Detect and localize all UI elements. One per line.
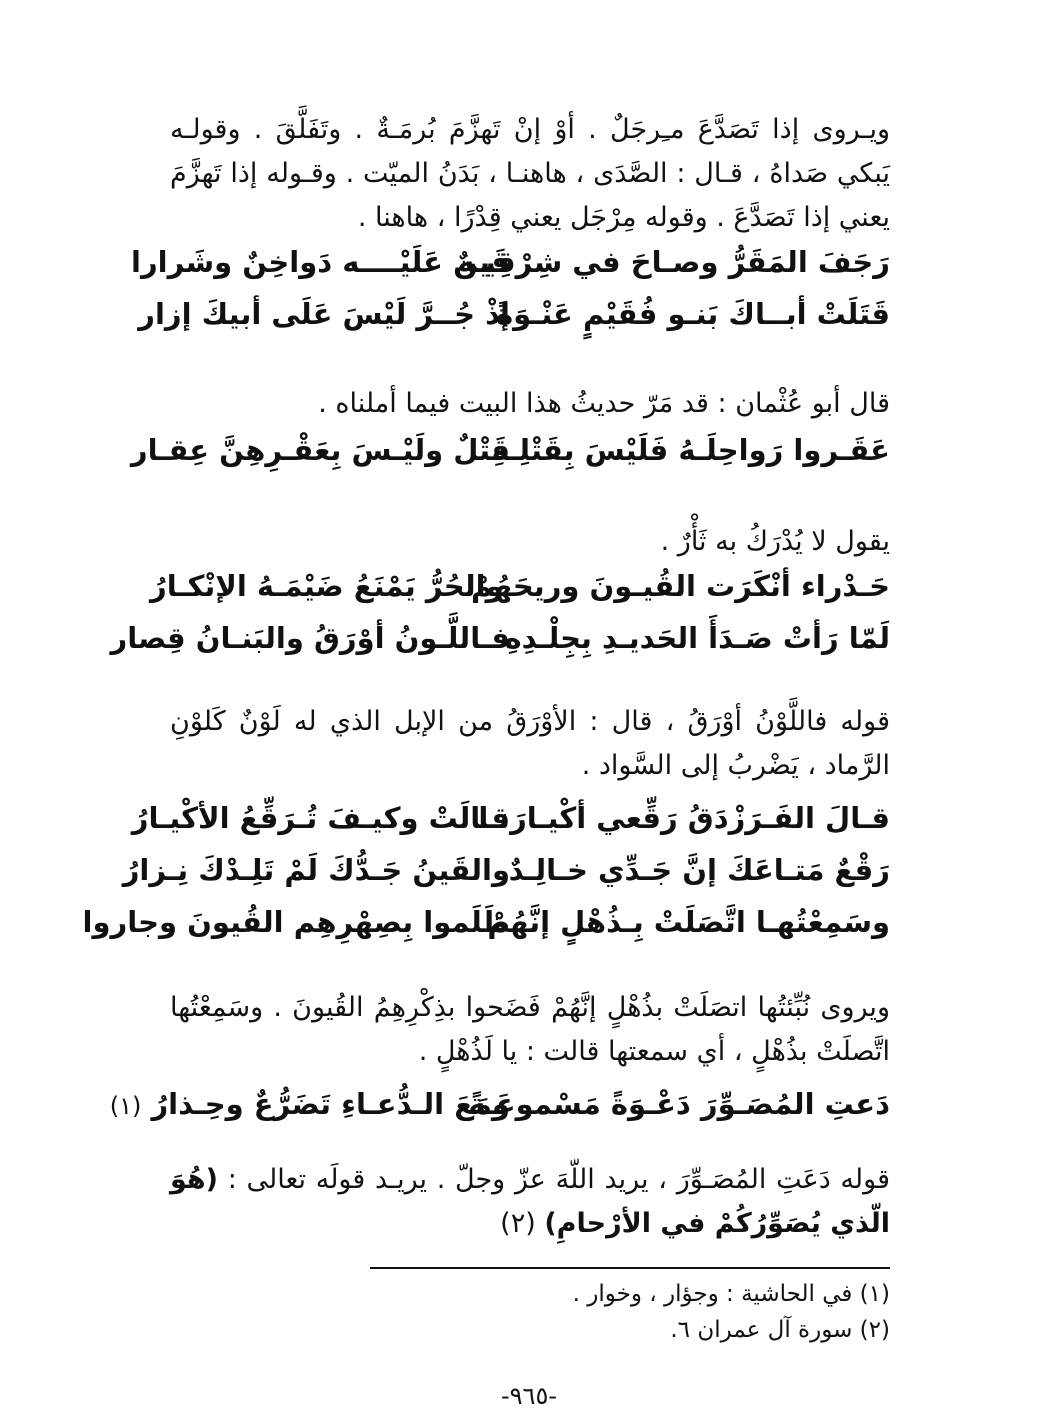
verse-line: [130, 424, 890, 476]
verse-group-1: [131, 236, 890, 340]
verse-second-hemistich: ظَلَموا بِصِهْرِهِم القُيونَ وجاروا: [82, 905, 510, 939]
verse-line: [110, 612, 890, 664]
verse-second-hemistich: قـالَتْ وكيـفَ تُـرَقِّعُ الأكْيـارُ: [131, 801, 510, 835]
commentary-paragraph-1: ويـروى إذا تَصَدَّعَ مـِرجَلٌ . أوْ إنْ تَهزَّمَ بُرمَـةٌ . وتَفَلَّقَ . وقولـه يَبكي صَداهُ ، قـال : الصَّدَى ، هاهنـا ، بَدَنُ الميّت . وقـوله إذا تَهزَّمَ يعني إذا تَصَدَّعَ . وقوله مِرْجَل يعني قِدْرًا ، هاهنا .: [170, 114, 890, 233]
verse-line: [131, 792, 890, 844]
verse-second-hemistich: إذْ جُــرَّ لَيْسَ عَلَى أبيكَ إزار: [138, 297, 510, 331]
commentary-paragraph-6: [170, 1158, 890, 1246]
page-number: -٩٦٥-: [500, 1382, 557, 1410]
footnote-mark: (٢): [500, 1208, 536, 1239]
footnote: (١) في الحاشية : وجؤار ، وخوار .: [572, 1281, 890, 1307]
footnotes: [170, 1276, 890, 1348]
verse-line: [138, 288, 890, 340]
verse-group-2: [130, 424, 890, 476]
verse-second-hemistich: قَينٌ عَلَيْــــه دَواخِنٌ وشَرارا: [131, 245, 510, 279]
commentary-paragraph-4: قوله فاللَّوْنُ أوْرَقُ ، قال : الأوْرَقُ من الإبل الذي له لَوْنٌ كَلوْنِ الرَّماد ، يَضْربُ إلى السَّواد .: [170, 706, 890, 781]
verse-first-hemistich: رَقْعٌ مَتـاعَكَ إنَّ جَـدِّي خـالِـدٌ: [508, 853, 890, 887]
commentary-paragraph-2: قال أبو عُثْمان : قد مَرّ حديثُ هذا البيت فيما أملناه .: [318, 388, 890, 419]
verse-first-hemistich: رَجَفَ المَقَرُّ وصـاحَ في شِرْقِيـه: [457, 245, 890, 279]
verse-group-3: [110, 560, 890, 664]
verse-first-hemistich: حَـدْراء أنْكَرَت القُيـونَ وريحَهُمْ: [471, 569, 890, 603]
verse-first-hemistich: وسَمِعْتُهـا اتَّصَلَتْ بِـذُهْلٍ إنَّهُمْ: [487, 905, 890, 939]
verse-second-hemistich: والحُرُّ يَمْنَعُ ضَيْمَـهُ الإنْكـارُ: [150, 569, 504, 603]
verse-line: [150, 560, 890, 612]
verse-line: [131, 236, 890, 288]
verse-line: [109, 1078, 890, 1130]
verse-second-hemistich: قَتْلٌ ولَيْـسَ بِعَقْـرِهِنَّ عِقـار: [130, 433, 510, 467]
footnote-mark: (١): [109, 1092, 142, 1120]
footnote-divider: [370, 1267, 890, 1269]
quran-quote: (هُوَ الّذي يُصَوِّرُكُمْ في الأرْحامِ): [170, 1164, 890, 1239]
verse-first-hemistich: عَقَـروا رَواحِلَـهُ فَلَيْسَ بِقَتْلِـهِ: [491, 433, 890, 467]
verse-first-hemistich: دَعتِ المُصَـوِّرَ دَعْـوَةً مَسْموعَـةً: [468, 1087, 890, 1121]
commentary-paragraph-5: ويروى نُبِّئتُها اتصَلَتْ بذُهْلٍ إنَّهُمْ فَضَحوا بذِكْرِهِمُ القُيونَ . وسَمِعْتُها اتَّصلَتْ بذُهْلٍ ، أي سمعتها قالت : يا لَذُهْلٍ .: [170, 992, 890, 1067]
commentary-paragraph-3: يقول لا يُدْرَكُ به ثَأْرٌ .: [660, 526, 890, 557]
verse-group-5: [109, 1078, 890, 1130]
verse-second-hemistich: والقَينُ جَـدُّكَ لَمْ تَلِـدْكَ نِـزارُ: [122, 853, 510, 887]
verse-line: [122, 844, 890, 896]
verse-first-hemistich: قَتَلَتْ أبــاكَ بَنـو فُقَيْمٍ عَنْـوَةً: [496, 297, 890, 331]
verse-first-hemistich: قـالَ الفَـرَزْدَقُ رَقِّعي أكْيـارَنـا: [478, 801, 890, 835]
commentary-text: قوله دَعَتِ المُصَـوِّرَ ، يريد اللّهَ عزّ وجلّ . يريـد قولَه تعالى :: [227, 1164, 890, 1195]
verse-second-hemistich: فـاللَّـونُ أوْرَقُ والبَنـانُ قِصار: [110, 621, 510, 655]
verse-group-4: [82, 792, 890, 948]
verse-second-hemistich-text: ومَعَ الـدُّعـاءِ تَضَرُّعٌ وحِـذارُ: [151, 1087, 510, 1121]
verse-first-hemistich: لَمّا رَأتْ صَـدَأَ الحَديـدِ بِجِلْـدِهِ: [504, 621, 890, 655]
footnote: (٢) سورة آل عمران ٦.: [670, 1317, 890, 1343]
verse-line: [82, 896, 890, 948]
verse-second-hemistich: [109, 1087, 510, 1121]
